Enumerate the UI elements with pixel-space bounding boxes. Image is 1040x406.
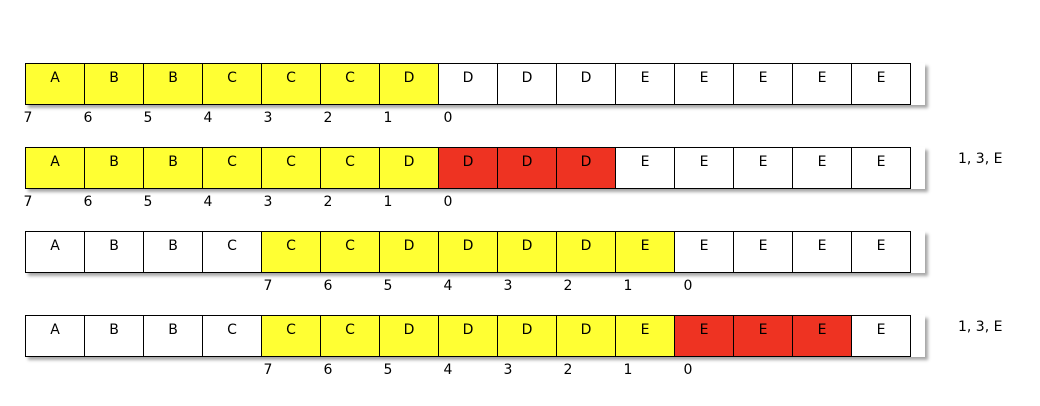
- array-row-2: [25, 147, 925, 189]
- index-label: 3: [263, 110, 273, 126]
- index-label: 4: [443, 362, 453, 378]
- array-cell: D: [556, 147, 616, 189]
- index-label: 1: [623, 278, 633, 294]
- index-label: 0: [443, 110, 453, 126]
- array-cell: E: [851, 147, 911, 189]
- array-cell: E: [674, 315, 734, 357]
- array-cell: D: [556, 63, 616, 105]
- match-note: 1, 3, E: [958, 151, 1003, 167]
- array-cell: D: [497, 315, 557, 357]
- array-cell: E: [792, 315, 852, 357]
- array-cell: C: [320, 147, 380, 189]
- array-cell: D: [379, 231, 439, 273]
- index-label: 3: [263, 194, 273, 210]
- array-cell: E: [615, 231, 675, 273]
- array-cell: B: [143, 147, 203, 189]
- array-cell: D: [438, 147, 498, 189]
- array-cell: E: [674, 63, 734, 105]
- array-cell: C: [202, 231, 262, 273]
- index-label: 5: [143, 110, 153, 126]
- index-label: 0: [683, 278, 693, 294]
- array-cell: C: [320, 315, 380, 357]
- array-cell: D: [379, 315, 439, 357]
- array-cell: E: [792, 231, 852, 273]
- array-cell: D: [556, 231, 616, 273]
- index-label: 4: [203, 194, 213, 210]
- array-row-4: [25, 315, 925, 357]
- array-cell: E: [674, 231, 734, 273]
- array-cell: C: [320, 231, 380, 273]
- array-cell: D: [497, 63, 557, 105]
- array-cell: B: [84, 63, 144, 105]
- index-label: 1: [383, 194, 393, 210]
- index-label: 2: [563, 278, 573, 294]
- array-cell: D: [379, 63, 439, 105]
- index-label: 0: [683, 362, 693, 378]
- array-cell: E: [733, 147, 793, 189]
- index-label: 7: [263, 362, 273, 378]
- array-cell: C: [261, 147, 321, 189]
- array-cell: C: [202, 147, 262, 189]
- index-label: 5: [383, 278, 393, 294]
- array-row-3: [25, 231, 925, 273]
- index-label: 2: [323, 110, 333, 126]
- index-label: 3: [503, 278, 513, 294]
- index-label: 6: [83, 110, 93, 126]
- array-cell: D: [438, 63, 498, 105]
- array-cell: D: [438, 315, 498, 357]
- index-label: 4: [203, 110, 213, 126]
- array-cell: D: [379, 147, 439, 189]
- array-cell: A: [25, 63, 85, 105]
- array-row-1: [25, 63, 925, 105]
- index-label: 7: [23, 194, 33, 210]
- array-cell: E: [851, 231, 911, 273]
- index-label: 3: [503, 362, 513, 378]
- array-cell: B: [143, 315, 203, 357]
- index-label: 2: [563, 362, 573, 378]
- array-cell: B: [84, 147, 144, 189]
- index-label: 7: [263, 278, 273, 294]
- array-cell: E: [615, 147, 675, 189]
- array-cell: E: [851, 315, 911, 357]
- array-cell: D: [497, 147, 557, 189]
- array-cell: C: [261, 63, 321, 105]
- array-cell: A: [25, 147, 85, 189]
- array-cell: E: [615, 315, 675, 357]
- array-cell: A: [25, 315, 85, 357]
- index-label: 1: [383, 110, 393, 126]
- array-cell: D: [556, 315, 616, 357]
- array-cell: E: [733, 231, 793, 273]
- array-cell: B: [84, 231, 144, 273]
- array-cell: B: [143, 231, 203, 273]
- index-label: 7: [23, 110, 33, 126]
- array-cell: C: [202, 315, 262, 357]
- index-label: 1: [623, 362, 633, 378]
- array-cell: C: [202, 63, 262, 105]
- array-cell: A: [25, 231, 85, 273]
- index-label: 4: [443, 278, 453, 294]
- index-label: 2: [323, 194, 333, 210]
- array-cell: C: [261, 315, 321, 357]
- index-label: 6: [323, 362, 333, 378]
- array-cell: E: [851, 63, 911, 105]
- index-label: 5: [143, 194, 153, 210]
- array-cell: E: [792, 63, 852, 105]
- match-note: 1, 3, E: [958, 319, 1003, 335]
- array-cell: B: [143, 63, 203, 105]
- index-label: 5: [383, 362, 393, 378]
- index-label: 0: [443, 194, 453, 210]
- index-label: 6: [323, 278, 333, 294]
- array-cell: E: [792, 147, 852, 189]
- array-cell: D: [497, 231, 557, 273]
- array-cell: E: [615, 63, 675, 105]
- array-cell: E: [674, 147, 734, 189]
- array-cell: E: [733, 315, 793, 357]
- array-cell: C: [320, 63, 380, 105]
- index-label: 6: [83, 194, 93, 210]
- array-cell: B: [84, 315, 144, 357]
- array-cell: E: [733, 63, 793, 105]
- array-cell: D: [438, 231, 498, 273]
- array-cell: C: [261, 231, 321, 273]
